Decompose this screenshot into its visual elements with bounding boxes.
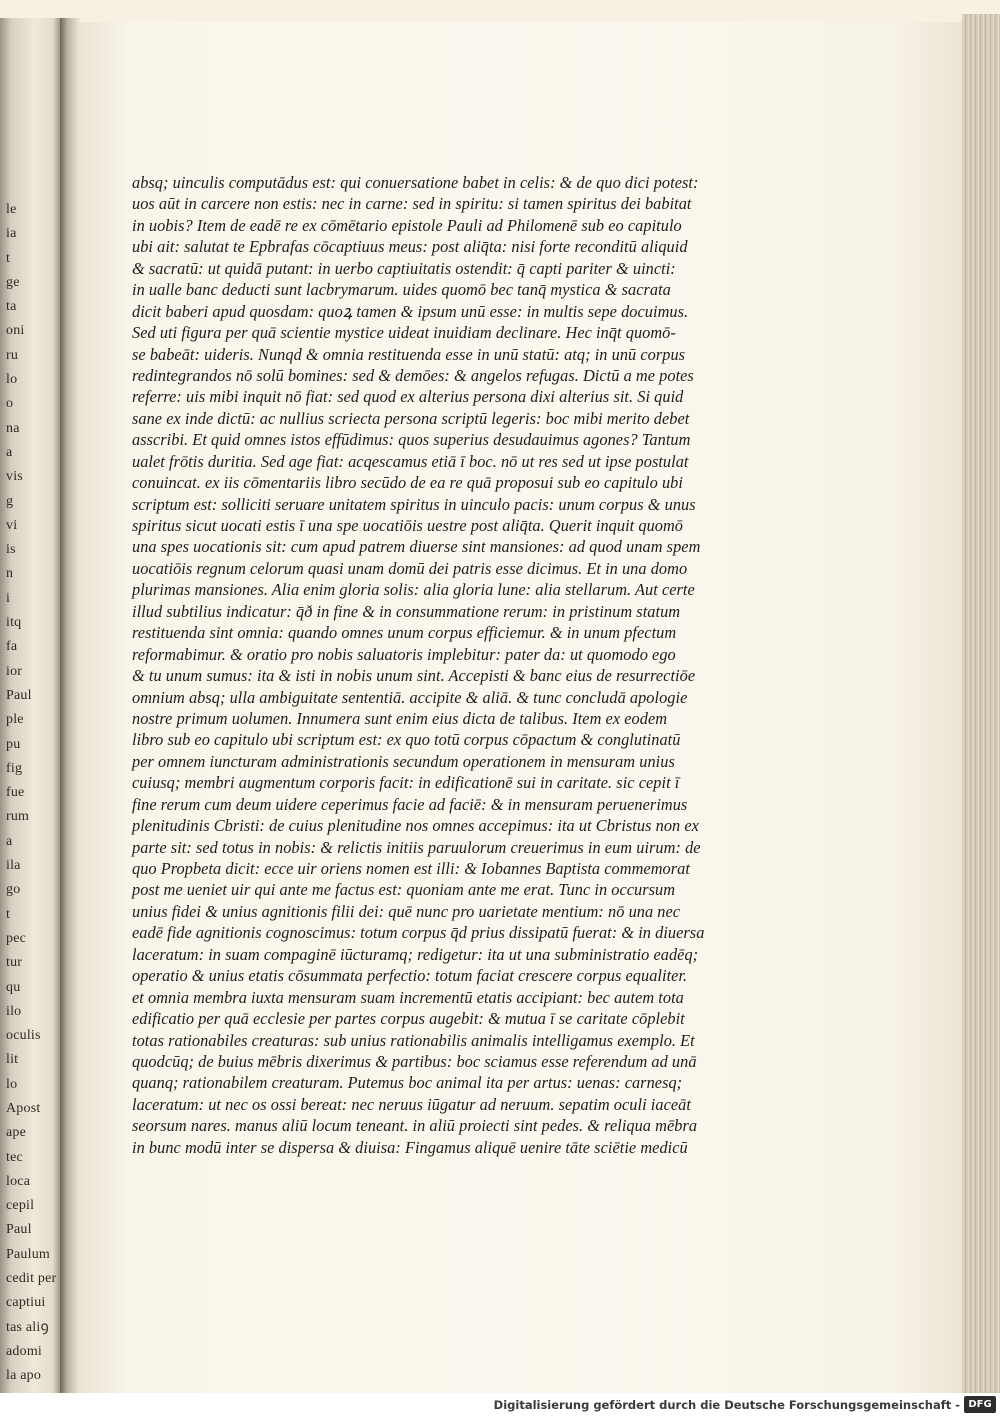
left-page-fragment: is — [6, 542, 16, 558]
text-line: operatio & unius etatis cōsummata perfectio: totum faciat crescere corpus equaliter. — [132, 966, 688, 986]
left-page-fragment: le — [6, 202, 17, 217]
text-line: absq; uinculis computādus est: qui conuersatione babet in celis: & de quo dici potest: — [132, 173, 699, 192]
left-page-fragment: fig — [6, 760, 23, 776]
text-line: quodcūq; de buius mēbris dixerimus & partibus: boc sciamus esse referendum ad unā — [132, 1051, 697, 1071]
funding-credit: Digitalisierung gefördert durch die Deutsche Forschungsgemeinschaft - — [493, 1398, 960, 1412]
text-line: uocatiōis regnum celorum quasi unam domū dei patris esse dicimus. Et in una domo — [132, 558, 688, 578]
left-page-fragment: fa — [6, 639, 18, 655]
left-page-fragment: ta — [6, 299, 17, 315]
left-page-fragment: i — [6, 590, 11, 606]
left-page-fragment: itq — [6, 615, 22, 631]
left-page-fragment: cedit per — [6, 1271, 57, 1287]
text-line: reformabimur. & oratio pro nobis saluatoris implebitur: pater da: ut quomodo ego — [132, 644, 676, 664]
left-page-fragment: pec — [6, 930, 27, 946]
text-line: quanq; rationabilem creaturam. Putemus boc animal ita per artus: uenas: carnesq; — [132, 1073, 683, 1093]
left-page-text-fragments — [6, 198, 57, 1384]
left-page-fragment: a — [6, 444, 13, 460]
left-page-fragment: ia — [6, 226, 17, 242]
text-line: conuincat. ex iis cōmentariis libro secūdo de ea re quā proposui sub eo capitulo ubi — [132, 473, 683, 493]
left-page-fragment: rum — [6, 809, 30, 825]
text-line: in uobis? Item de eadē re ex cōmētario epistole Pauli ad Philomenē sub eo capitulo — [132, 215, 682, 235]
text-line: in ualle banc deducti sunt lacbrymarum. uides quomō bec tanq̄ mystica & sacrata — [132, 280, 671, 300]
text-line: laceratum: in suam compaginē iūcturamq; redigetur: ita ut una subministratio eadēq; — [132, 944, 699, 964]
left-page-fragment: ge — [6, 274, 20, 290]
text-line: & tu unum sumus: ita & isti in nobis unum sint. Accepisti & banc eius de resurrectiōe — [132, 666, 696, 686]
text-line: asscribi. Et quid omnes istos effūdimus: quos superius desudauimus agones? Tantum — [132, 430, 691, 450]
left-page-fragment: Paulum — [6, 1246, 50, 1262]
left-page-fragment: vi — [6, 517, 18, 533]
text-line: fine rerum cum deum uidere ceperimus facie ad faciē: & in mensuram peruenerimus — [132, 794, 688, 814]
left-page-fragment: ple — [6, 712, 24, 728]
text-line: una spes uocationis sit: cum apud patrem diuerse sint mansiones: ad quod unam spem — [132, 537, 701, 557]
dfg-logo: DFG — [964, 1396, 996, 1413]
left-page-fragment: tas aliꝯ — [6, 1319, 49, 1335]
text-line: & sacratū: ut quidā putant: in uerbo captiuitatis ostendit: q̄ capti pariter & uincti: — [132, 258, 676, 278]
left-page-fragment: captiui — [6, 1295, 46, 1311]
text-line: post me ueniet uir qui ante me factus est: quoniam ante me erat. Tunc in occursum — [132, 880, 676, 900]
text-line: se babeāt: uideris. Nunqd & omnia restituenda esse in unū statū: atq; in unū corpus — [132, 344, 686, 364]
left-page-fragment: ila — [6, 858, 21, 874]
left-page-fragment: o — [6, 396, 14, 412]
left-page-fragment: Paul — [6, 1222, 32, 1238]
left-page-fragment: lo — [6, 1076, 18, 1092]
text-line: scriptum est: solliciti seruare unitatem spiritus in uinculo pacis: unum corpus & unus — [132, 494, 696, 514]
text-line: referre: uis mibi inquit nō fiat: sed quod ex alterius persona dixi alterius sit. Si quid — [132, 387, 684, 407]
page-fore-edge — [962, 14, 1000, 1393]
page-text-block — [132, 172, 722, 1158]
text-line: illud subtilius indicatur: q̄ð in fine & in consummatione rerum: in pristinum statum — [132, 601, 681, 621]
left-page-fragment: oni — [6, 323, 25, 339]
left-page-fragment: lo — [6, 372, 18, 388]
left-page-fragment: ilo — [6, 1003, 22, 1019]
left-page-fragment: t — [6, 250, 11, 266]
left-page-fragment: vis — [6, 469, 23, 485]
text-line: eadē fide agnitionis cognoscimus: totum corpus q̄d prius dissipatū fuerat: & in diuersa — [132, 923, 705, 943]
left-page-fragment: cepil — [6, 1198, 35, 1214]
text-line: libro sub eo capitulo ubi scriptum est: ex quo totū corpus cōpactum & conglutinatū — [132, 730, 681, 750]
text-line: omnium absq; ulla ambiguitate sententiā. accipite & aliā. & tunc concludā apologie — [132, 687, 688, 707]
text-line: totas rationabiles creaturas: sub unius rationabilis animalis intelligamus exemplo. Et — [132, 1030, 695, 1050]
left-page-edge — [0, 18, 62, 1393]
text-line: edificatio per quā ecclesie per partes corpus augebit: & mutua ī se caritate cōplebit — [132, 1009, 685, 1029]
left-page-fragment: n — [6, 566, 14, 582]
text-line: cuiusq; membri augmentum corporis facit: in edificationē sui in caritate. sic cepit ī — [132, 773, 680, 793]
left-page-fragment: ape — [6, 1125, 27, 1141]
text-line: ualet frōtis duritia. Sed age fiat: acqescamus etiā ī boc. nō ut res sed ut ipse postulat — [132, 451, 689, 471]
text-line: et omnia membra iuxta mensuram suam incrementū etatis accipiant: bec autem tota — [132, 987, 684, 1007]
text-line: nostre primum uolumen. Innumera sunt enim eius dicta de talibus. Item ex eodem — [132, 708, 668, 728]
left-page-fragment: pu — [6, 736, 21, 752]
left-page-fragment: tur — [6, 955, 23, 971]
left-page-fragment: ru — [6, 347, 19, 363]
left-page-fragment: g — [6, 493, 14, 509]
left-page-fragment: t — [6, 906, 11, 922]
left-page-fragment: lit — [6, 1052, 19, 1068]
left-page-fragment: loca — [6, 1173, 31, 1189]
left-page-fragment: Apost — [6, 1100, 41, 1116]
text-line: in bunc modū inter se dispersa & diuisa: Fingamus aliquē uenire tāte sciētie medicū — [132, 1137, 688, 1157]
footer-bar — [0, 1393, 1000, 1417]
book-gutter — [60, 18, 80, 1393]
left-page-fragment: go — [6, 882, 21, 898]
left-page-fragment: na — [6, 420, 20, 436]
left-page-fragment: qu — [6, 979, 21, 995]
text-line: uos aūt in carcere non estis: nec in carne: sed in spiritu: si tamen spiritus dei babitat — [132, 194, 692, 214]
text-line: per omnem iuncturam administrationis secundum operationem in mensuram unius — [132, 751, 675, 771]
left-page-fragment: Paul — [6, 687, 32, 703]
left-page-fragment: tec — [6, 1149, 23, 1165]
text-line: unius fidei & unius agnitionis filii dei: quē nunc pro uarietate mentium: nō una nec — [132, 901, 681, 921]
text-line: plurimas mansiones. Alia enim gloria solis: alia gloria lune: alia stellarum. Aut certe — [132, 580, 695, 600]
text-line: parte sit: sed totus in nobis: & relictis initiis paruulorum creuerimus in eum uirum: de — [132, 837, 701, 857]
text-line: seorsum nares. manus aliū locum teneant. in aliū proiecti sint pedes. & reliqua mēbra — [132, 1116, 698, 1136]
left-page-fragment: ior — [6, 663, 23, 679]
text-line: sane ex inde dictū: ac nullius scriecta persona scriptū legeris: boc mibi merito debet — [132, 408, 690, 428]
text-line: redintegrandos nō solū bomines: sed & demōes: & angelos refugas. Dictū a me potes — [132, 365, 694, 385]
text-line: ubi ait: salutat te Epbrafas cōcaptiuus meus: post aliq̄ta: nisi forte reconditū aliquid — [132, 237, 688, 257]
text-line: Sed uti figura per quā scientie mystice uideat inuidiam declinare. Hec inq̄t quomō- — [132, 323, 676, 343]
left-page-fragment: a — [6, 833, 13, 849]
left-page-fragment: adomi — [6, 1343, 42, 1359]
left-page-fragment: la apo — [6, 1368, 42, 1384]
text-line: spiritus sicut uocati estis ī una spe uocatiōis uestre post aliq̄ta. Querit inquit quomō — [132, 516, 684, 535]
text-line: restituenda sint omnia: quando omnes unum corpus efficiemur. & in unum pfectum — [132, 623, 677, 643]
text-line: plenitudinis Cbristi: de cuius plenitudine nos omnes accepimus: ita ut Cbristus non ex — [132, 816, 699, 836]
text-line: laceratum: ut nec os ossi bereat: nec neruus iūgatur ad neruum. sepatim oculi iaceāt — [132, 1094, 691, 1114]
left-page-fragment: fue — [6, 785, 25, 801]
text-line: dicit baberi apud quosdam: quoꝝ tamen & ipsum unū esse: in multis sepe docuimus. — [132, 301, 689, 321]
text-line: quo Propbeta dicit: ecce uir oriens nomen est illi: & Iobannes Baptista commemorat — [132, 859, 690, 878]
left-page-fragment: oculis — [6, 1028, 41, 1044]
